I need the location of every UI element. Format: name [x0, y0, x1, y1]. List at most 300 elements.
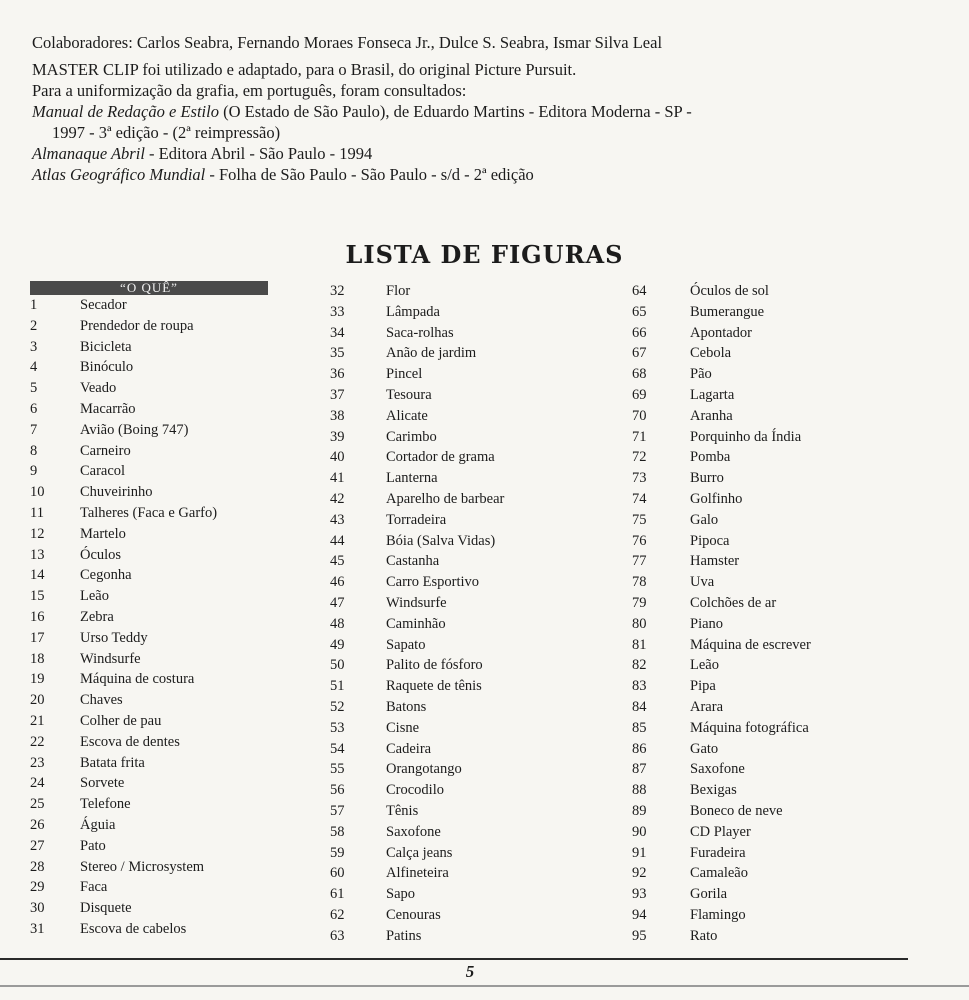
- figure-number: 93: [632, 886, 647, 903]
- figure-list-item: [30, 565, 280, 586]
- references-intro: Para a uniformização da grafia, em português, foram consultados:: [32, 81, 467, 100]
- page-number: 5: [465, 962, 475, 981]
- figure-list-item: [30, 441, 280, 462]
- figure-number: 91: [632, 844, 647, 861]
- figure-number: 47: [330, 594, 345, 611]
- figure-number: 78: [632, 574, 647, 591]
- figure-list-item: [330, 759, 590, 780]
- figure-label: Galo: [690, 511, 719, 528]
- figure-label: Pipa: [690, 678, 716, 695]
- page-edge-rule: [0, 985, 969, 987]
- figure-number: 9: [30, 463, 38, 480]
- figure-number: 81: [632, 636, 647, 653]
- reference-1-continuation: 1997 - 3ª edição - (2ª reimpressão): [52, 123, 281, 142]
- figure-label: Raquete de tênis: [386, 678, 482, 695]
- figure-label: Sapo: [386, 886, 415, 903]
- figure-list-item: [632, 593, 952, 614]
- figure-number: 72: [632, 449, 647, 466]
- figure-label: Aranha: [690, 407, 733, 424]
- figure-number: 2: [30, 317, 38, 334]
- figure-list-item: [30, 690, 280, 711]
- figure-list-item: [30, 711, 280, 732]
- figure-number: 86: [632, 740, 647, 757]
- figure-list-item: [632, 468, 952, 489]
- figure-list-item: [632, 510, 952, 531]
- figure-number: 17: [30, 629, 45, 646]
- figure-list-item: [330, 343, 590, 364]
- figure-list-item: [30, 524, 280, 545]
- figure-number: 11: [30, 504, 44, 521]
- figure-list-item: [330, 406, 590, 427]
- figure-label: Apontador: [690, 324, 753, 341]
- reference-3-details: - Folha de São Paulo - São Paulo - s/d - 2ª edição: [205, 165, 534, 184]
- footer-rule: [0, 958, 908, 960]
- figure-label: Leão: [80, 588, 109, 605]
- figure-label: Flor: [386, 283, 411, 299]
- figure-label: Sapato: [386, 636, 426, 653]
- figure-label: Crocodilo: [386, 782, 444, 799]
- figure-label: Saxofone: [690, 761, 745, 778]
- figure-number: 71: [632, 428, 647, 445]
- collaborators-line: Colaboradores: Carlos Seabra, Fernando Moraes Fonseca Jr., Dulce S. Seabra, Ismar Silva Leal: [32, 33, 663, 52]
- figure-number: 48: [330, 615, 345, 632]
- figure-list-item: [632, 489, 952, 510]
- figure-list-item: [330, 739, 590, 760]
- figure-number: 60: [330, 865, 345, 882]
- figure-label: Tênis: [386, 802, 419, 819]
- reference-1-details: (O Estado de São Paulo), de Eduardo Martins - Editora Moderna - SP -: [218, 102, 692, 121]
- figure-number: 39: [330, 428, 345, 445]
- figure-number: 12: [30, 525, 45, 542]
- figure-list-item: [632, 697, 952, 718]
- figure-number: 58: [330, 823, 345, 840]
- figure-label: Secador: [80, 297, 127, 313]
- figure-list-item: [330, 905, 590, 926]
- figure-number: 4: [30, 359, 38, 376]
- figure-label: Cebola: [690, 345, 732, 362]
- figure-label: Zebra: [80, 608, 114, 625]
- figure-number: 28: [30, 858, 45, 875]
- figure-label: Gato: [690, 740, 719, 757]
- figure-number: 26: [30, 816, 45, 833]
- figure-label: Windsurfe: [80, 650, 141, 667]
- figure-list-item: [30, 316, 280, 337]
- figure-list-item: [30, 919, 280, 940]
- figure-label: Alfineteira: [386, 865, 449, 882]
- figure-list-item: [330, 614, 590, 635]
- figure-label: Bexigas: [690, 782, 737, 799]
- figure-number: 57: [330, 802, 345, 819]
- figure-list-item: [30, 399, 280, 420]
- figure-label: Escova de cabelos: [80, 920, 187, 937]
- figure-number: 59: [330, 844, 345, 861]
- figure-label: Escova de dentes: [80, 733, 180, 750]
- figure-number: 88: [632, 782, 647, 799]
- figure-list-item: [330, 697, 590, 718]
- figure-list-item: [330, 302, 590, 323]
- section-header: “O QUÊ”: [30, 281, 268, 295]
- credits-block: [32, 32, 692, 185]
- figure-list-item: [632, 718, 952, 739]
- figure-list-item: [632, 406, 952, 427]
- figure-label: Carro Esportivo: [386, 574, 480, 591]
- figure-label: Furadeira: [690, 844, 746, 861]
- figure-number: 56: [330, 782, 345, 799]
- figure-number: 18: [30, 650, 45, 667]
- figure-label: Telefone: [80, 796, 131, 813]
- figure-list-item: [330, 822, 590, 843]
- figure-label: Bicicleta: [80, 338, 132, 355]
- figure-number: 68: [632, 366, 647, 383]
- figure-label: Avião (Boing 747): [80, 421, 189, 438]
- figure-label: Piano: [690, 615, 724, 632]
- figure-number: 16: [30, 608, 45, 625]
- figure-list-item: [632, 614, 952, 635]
- figure-number: 70: [632, 407, 647, 424]
- figure-label: Pão: [690, 366, 712, 383]
- figure-number: 61: [330, 886, 345, 903]
- figure-number: 63: [330, 927, 345, 944]
- figure-column-3: [632, 281, 952, 947]
- figure-list-item: [632, 281, 952, 302]
- figure-label: Prendedor de roupa: [80, 317, 194, 334]
- figure-label: Lanterna: [386, 470, 438, 487]
- figure-number: 84: [632, 698, 647, 715]
- figure-list-item: [632, 572, 952, 593]
- figure-list-item: [632, 884, 952, 905]
- figure-label: Batata frita: [80, 754, 145, 771]
- reference-2-title: Almanaque Abril: [32, 144, 145, 163]
- reference-3-title: Atlas Geográfico Mundial: [32, 165, 206, 184]
- figure-list-item: [632, 905, 952, 926]
- figure-label: Cisne: [386, 719, 420, 736]
- figure-label: Máquina de escrever: [690, 636, 811, 653]
- figure-label: Binóculo: [80, 359, 134, 376]
- figure-label: Cegonha: [80, 567, 132, 584]
- figure-list-item: [632, 843, 952, 864]
- reference-2-details: - Editora Abril - São Paulo - 1994: [144, 144, 373, 163]
- figure-list-item: [632, 822, 952, 843]
- figure-number: 54: [330, 740, 345, 757]
- figure-number: 8: [30, 442, 38, 459]
- figure-number: 66: [632, 324, 647, 341]
- figure-list-item: [632, 531, 952, 552]
- figure-list-item: [632, 551, 952, 572]
- figure-number: 32: [330, 283, 345, 299]
- figure-label: Óculos: [80, 546, 122, 563]
- figure-label: Carneiro: [80, 442, 131, 459]
- figure-label: Águia: [80, 816, 116, 833]
- figure-label: Óculos de sol: [690, 283, 769, 299]
- figure-label: Stereo / Microsystem: [80, 858, 205, 875]
- figure-number: 51: [330, 678, 345, 695]
- figure-number: 85: [632, 719, 647, 736]
- figure-label: Bóia (Salva Vidas): [386, 532, 496, 549]
- figure-number: 13: [30, 546, 45, 563]
- figure-label: Porquinho da Índia: [690, 428, 802, 445]
- figure-label: Cadeira: [386, 740, 432, 757]
- figure-label: Sorvete: [80, 775, 125, 792]
- figure-number: 79: [632, 594, 647, 611]
- figure-label: Uva: [690, 574, 715, 591]
- figure-list-item: [330, 718, 590, 739]
- figure-number: 67: [632, 345, 647, 362]
- figure-list-item: [632, 759, 952, 780]
- figure-label: Caminhão: [386, 615, 446, 632]
- master-clip-line: MASTER CLIP foi utilizado e adaptado, para o Brasil, do original Picture Pursuit.: [32, 60, 577, 79]
- figure-label: Leão: [690, 657, 719, 674]
- figure-label: Colchões de ar: [690, 594, 777, 611]
- figure-list-item: [632, 655, 952, 676]
- figure-label: Windsurfe: [386, 594, 447, 611]
- figure-list-item: [30, 378, 280, 399]
- figure-label: Faca: [80, 879, 108, 896]
- figure-number: 64: [632, 283, 647, 299]
- figure-number: 42: [330, 490, 345, 507]
- figure-label: Macarrão: [80, 400, 136, 417]
- figure-list-item: [330, 385, 590, 406]
- figure-number: 38: [330, 407, 345, 424]
- figure-list-item: [330, 593, 590, 614]
- figure-list-item: [330, 281, 590, 302]
- figure-list-item: [632, 801, 952, 822]
- figure-label: Cortador de grama: [386, 449, 495, 466]
- figure-label: Anão de jardim: [386, 345, 477, 362]
- figure-label: Gorila: [690, 886, 728, 903]
- figure-number: 27: [30, 837, 45, 854]
- figure-number: 95: [632, 927, 647, 944]
- figure-label: Colher de pau: [80, 712, 162, 729]
- figure-list-item: [330, 447, 590, 468]
- figure-list-item: [330, 510, 590, 531]
- figure-number: 46: [330, 574, 345, 591]
- figure-list-item: [30, 357, 280, 378]
- figure-number: 19: [30, 671, 45, 688]
- figure-list-item: [30, 669, 280, 690]
- figure-number: 75: [632, 511, 647, 528]
- figure-label: Lâmpada: [386, 303, 440, 320]
- figure-label: Palito de fósforo: [386, 657, 483, 674]
- figure-label: Chaves: [80, 692, 123, 709]
- reference-1-title: Manual de Redação e Estilo: [32, 102, 219, 121]
- figure-number: 22: [30, 733, 45, 750]
- figure-label: Lagarta: [690, 386, 735, 403]
- figure-number: 69: [632, 386, 647, 403]
- figure-number: 53: [330, 719, 345, 736]
- figure-label: Carimbo: [386, 428, 437, 445]
- figure-label: Batons: [386, 698, 427, 715]
- figure-list-item: [330, 468, 590, 489]
- figure-number: 6: [30, 400, 38, 417]
- figure-number: 74: [632, 490, 647, 507]
- list-title: LISTA DE FIGURAS: [345, 240, 624, 269]
- figure-label: Arara: [690, 698, 724, 715]
- figure-number: 25: [30, 796, 45, 813]
- figure-list-item: [30, 545, 280, 566]
- figure-list-item: [30, 482, 280, 503]
- figure-number: 37: [330, 386, 345, 403]
- figure-list-item: [632, 427, 952, 448]
- figure-number: 62: [330, 906, 345, 923]
- figure-number: 94: [632, 906, 647, 923]
- figure-label: Pincel: [386, 366, 423, 383]
- figure-list-item: [330, 364, 590, 385]
- figure-label: Orangotango: [386, 761, 462, 778]
- figure-label: Castanha: [386, 553, 440, 570]
- figure-number: 3: [30, 338, 38, 355]
- figure-label: Disquete: [80, 900, 132, 917]
- figure-label: Saca-rolhas: [386, 324, 454, 341]
- figure-list-item: [330, 323, 590, 344]
- figure-number: 77: [632, 553, 647, 570]
- figure-list-item: [632, 780, 952, 801]
- figure-number: 24: [30, 775, 45, 792]
- figure-number: 50: [330, 657, 345, 674]
- figure-list-item: [330, 427, 590, 448]
- figure-number: 41: [330, 470, 345, 487]
- figure-number: 15: [30, 588, 45, 605]
- figure-list-item: [30, 732, 280, 753]
- figure-list-item: [30, 649, 280, 670]
- figure-number: 20: [30, 692, 45, 709]
- figure-column-1: [30, 281, 280, 940]
- figure-list-item: [30, 295, 280, 316]
- figure-label: Calça jeans: [386, 844, 453, 861]
- figure-number: 80: [632, 615, 647, 632]
- figure-label: Máquina de costura: [80, 671, 195, 688]
- figure-label: Camaleão: [690, 865, 748, 882]
- figure-label: Veado: [80, 380, 117, 397]
- figure-list-item: [330, 572, 590, 593]
- figure-list-item: [30, 836, 280, 857]
- figure-list-item: [30, 628, 280, 649]
- figure-number: 83: [632, 678, 647, 695]
- figure-list-item: [632, 385, 952, 406]
- figure-column-2: [330, 281, 590, 947]
- figure-list-item: [330, 635, 590, 656]
- figure-number: 89: [632, 802, 647, 819]
- figure-list-item: [330, 863, 590, 884]
- figure-label: Golfinho: [690, 490, 743, 507]
- figure-label: Pomba: [690, 449, 731, 466]
- figure-number: 23: [30, 754, 45, 771]
- figure-list-item: [30, 503, 280, 524]
- figure-label: Tesoura: [386, 386, 432, 403]
- figure-label: Flamingo: [690, 906, 746, 923]
- figure-list-item: [632, 447, 952, 468]
- reference-3: [32, 164, 692, 185]
- figure-label: Caracol: [80, 463, 126, 480]
- figure-label: Pipoca: [690, 532, 730, 549]
- figure-label: CD Player: [690, 823, 751, 840]
- figure-label: Pato: [80, 837, 106, 854]
- figure-list-item: [632, 343, 952, 364]
- figure-list-item: [330, 926, 590, 947]
- figure-number: 31: [30, 920, 45, 937]
- figure-list-item: [30, 607, 280, 628]
- figure-list-item: [632, 302, 952, 323]
- figure-label: Talheres (Faca e Garfo): [80, 504, 218, 521]
- figure-number: 34: [330, 324, 345, 341]
- figure-number: 40: [330, 449, 345, 466]
- figure-list-item: [30, 420, 280, 441]
- figure-list-item: [632, 739, 952, 760]
- figure-label: Bumerangue: [690, 303, 765, 320]
- figure-list-item: [632, 863, 952, 884]
- figure-list-item: [30, 753, 280, 774]
- figure-number: 90: [632, 823, 647, 840]
- reference-2: [32, 143, 692, 164]
- figure-list-item: [330, 884, 590, 905]
- figure-list-item: [30, 857, 280, 878]
- figure-label: Hamster: [690, 553, 740, 570]
- figure-label: Patins: [386, 927, 422, 944]
- figure-number: 14: [30, 567, 45, 584]
- figure-number: 10: [30, 484, 45, 501]
- figure-list-item: [330, 489, 590, 510]
- figure-list-item: [330, 843, 590, 864]
- figure-number: 92: [632, 865, 647, 882]
- figure-number: 5: [30, 380, 38, 397]
- figure-list-item: [330, 531, 590, 552]
- figure-number: 44: [330, 532, 345, 549]
- figure-list-item: [632, 676, 952, 697]
- figure-list-item: [632, 364, 952, 385]
- figure-label: Urso Teddy: [80, 629, 148, 646]
- figure-list-item: [632, 323, 952, 344]
- figure-label: Alicate: [386, 407, 428, 424]
- figure-number: 49: [330, 636, 345, 653]
- figure-number: 43: [330, 511, 345, 528]
- figure-label: Aparelho de barbear: [386, 490, 505, 507]
- figure-list-item: [330, 551, 590, 572]
- figure-number: 76: [632, 532, 647, 549]
- figure-number: 52: [330, 698, 345, 715]
- figure-number: 82: [632, 657, 647, 674]
- figure-list-item: [30, 586, 280, 607]
- figure-number: 55: [330, 761, 345, 778]
- figure-label: Saxofone: [386, 823, 441, 840]
- figure-number: 65: [632, 303, 647, 320]
- figure-list-item: [30, 337, 280, 358]
- figure-number: 1: [30, 297, 38, 313]
- figure-list-item: [632, 635, 952, 656]
- figure-label: Martelo: [80, 525, 126, 542]
- figure-number: 7: [30, 421, 38, 438]
- figure-list-item: [632, 926, 952, 947]
- figure-label: Rato: [690, 927, 718, 944]
- figure-label: Torradeira: [386, 511, 447, 528]
- figure-number: 45: [330, 553, 345, 570]
- figure-number: 21: [30, 712, 45, 729]
- figure-number: 30: [30, 900, 45, 917]
- reference-1: [32, 101, 692, 122]
- figure-label: Burro: [690, 470, 724, 487]
- figure-label: Máquina fotográfica: [690, 719, 809, 736]
- figure-list-item: [330, 655, 590, 676]
- figure-label: Chuveirinho: [80, 484, 153, 501]
- figure-number: 29: [30, 879, 45, 896]
- figure-label: Cenouras: [386, 906, 441, 923]
- figure-list-item: [330, 780, 590, 801]
- figure-list-item: [30, 877, 280, 898]
- figure-number: 35: [330, 345, 345, 362]
- figure-number: 33: [330, 303, 345, 320]
- figure-label: Boneco de neve: [690, 802, 783, 819]
- figure-list-item: [30, 898, 280, 919]
- figure-list-item: [30, 461, 280, 482]
- figure-list-item: [30, 773, 280, 794]
